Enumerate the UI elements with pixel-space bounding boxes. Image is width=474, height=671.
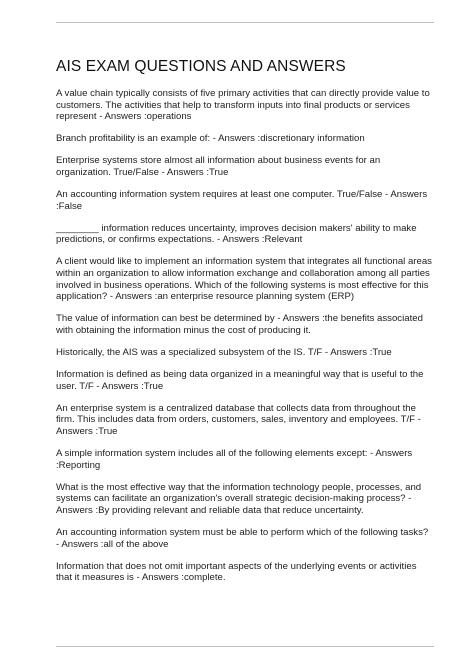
qa-item: ________ information reduces uncertainty, improves decision makers' ability to make predictions, or confirms expectations. - Answers :Relevant (56, 222, 417, 246)
qa-item: An enterprise system is a centralized database that collects data from throughout the firm. This includes data from orders, customers, sales, inventory and employees. T/F - Answers :True (56, 402, 421, 437)
qa-item: A value chain typically consists of five primary activities that can directly provide value to customers. The activities that help to transform inputs into final products or services represent - Answers :operations (56, 88, 430, 123)
qa-item: Information is defined as being data organized in a meaningful way that is useful to the user. T/F - Answers :True (56, 369, 424, 392)
qa-item: A client would like to implement an information system that integrates all functional areas within an organization to allow information exchange and collaboration among all parties involved in business operations. Which of the following systems is most effective for this application? - Answers :an enterprise resource planning system (ERP) (56, 256, 432, 303)
bottom-rule (56, 646, 434, 647)
document-title: AIS EXAM QUESTIONS AND ANSWERS (56, 58, 346, 75)
qa-item: What is the most effective way that the information technology people, processes, and systems can facilitate an organization's overall strategic decision-making process? - Answers :By providing relevant and reliable data that reduce uncertainty. (56, 481, 422, 516)
qa-item: An accounting information system requires at least one computer. True/False - Answers :False (56, 189, 428, 212)
qa-item: Historically, the AIS was a specialized subsystem of the IS. T/F - Answers :True (56, 347, 392, 358)
qa-list (56, 88, 434, 584)
qa-item: A simple information system includes all of the following elements except: - Answers :Reporting (56, 448, 413, 471)
qa-item: Enterprise systems store almost all information about business events for an organization. True/False - Answers :True (56, 155, 381, 178)
qa-item: An accounting information system must be able to perform which of the following tasks? - Answers :all of the above (56, 527, 429, 550)
qa-item: Information that does not omit important aspects of the underlying events or activities that it measures is - Answers :complete. (56, 560, 417, 584)
qa-item: The value of information can best be determined by - Answers :the benefits associated with obtaining the information minus the cost of producing it. (56, 313, 423, 336)
top-rule (56, 22, 434, 23)
qa-item: Branch profitability is an example of: - Answers :discretionary information (56, 133, 365, 145)
